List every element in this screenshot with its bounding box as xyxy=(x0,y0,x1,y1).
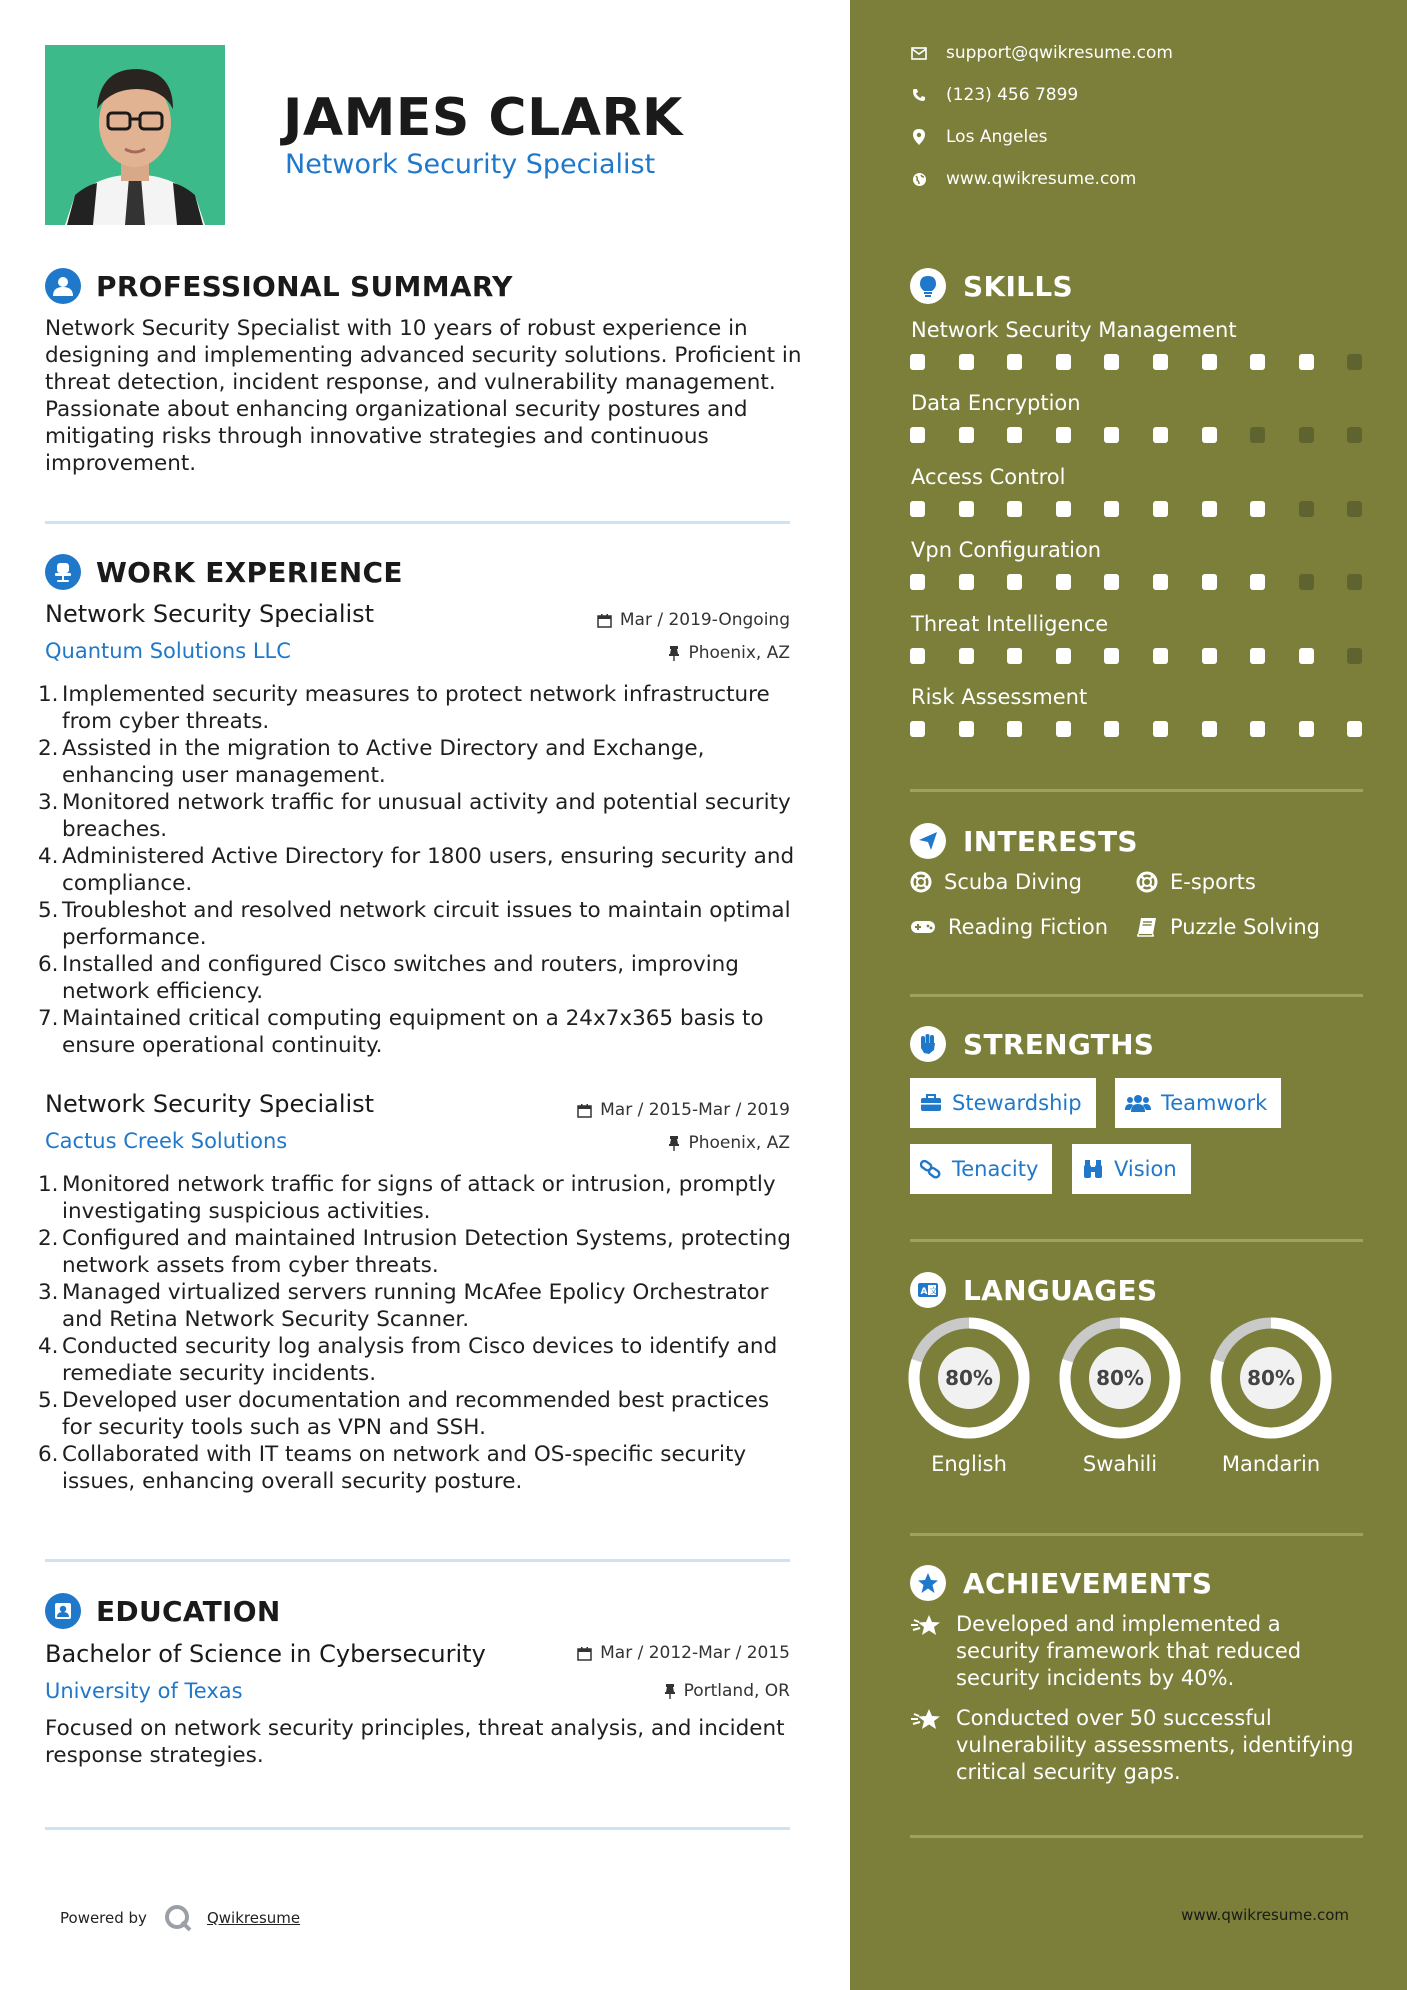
bullet-number: 3. xyxy=(38,1280,59,1305)
website-text[interactable]: www.qwikresume.com xyxy=(946,169,1137,189)
skill-name: Risk Assessment xyxy=(911,685,1088,709)
pin-icon xyxy=(668,1136,680,1151)
achievement-line: security incidents by 40%. xyxy=(956,1666,1235,1690)
language-percent: 80% xyxy=(1247,1366,1295,1390)
globe-icon xyxy=(912,172,927,187)
skill-level xyxy=(910,721,1367,737)
skill-dot-filled xyxy=(1153,574,1168,590)
list-item xyxy=(38,1225,798,1279)
education-heading xyxy=(45,1593,281,1629)
job-title: Network Security Specialist xyxy=(45,600,375,628)
job-location-text: Phoenix, AZ xyxy=(688,643,790,663)
skill-dot-filled xyxy=(910,427,925,443)
skill-dot-filled xyxy=(1202,721,1217,737)
degree-title: Bachelor of Science in Cybersecurity xyxy=(45,1640,486,1668)
bullet-text: Assisted in the migration to Active Directory and Exchange, xyxy=(62,736,705,761)
summary-line: threat detection, incident response, and vulnerability management. xyxy=(45,370,776,395)
achievement-item xyxy=(910,1705,1360,1786)
job-dates-text: Mar / 2015-Mar / 2019 xyxy=(600,1100,790,1120)
summary-line: improvement. xyxy=(45,451,197,476)
skill-dot-filled xyxy=(959,354,974,370)
bullet-number: 3. xyxy=(38,790,59,815)
bullet-text: network efficiency. xyxy=(62,979,264,1004)
briefcase-icon xyxy=(920,1094,942,1112)
list-item xyxy=(38,735,798,789)
language-gauge xyxy=(1058,1316,1182,1440)
skill-name: Threat Intelligence xyxy=(911,611,1109,636)
list-item xyxy=(38,1005,798,1059)
achievements-heading xyxy=(910,1565,1212,1601)
star-icon xyxy=(910,1565,946,1601)
strengths-title: STRENGTHS xyxy=(963,1027,1155,1061)
svg-text:A: A xyxy=(920,1287,928,1297)
job-dates xyxy=(597,610,790,630)
interest-item xyxy=(1136,915,1320,939)
skill-dot-filled xyxy=(910,648,925,664)
skill-dot-filled xyxy=(1104,574,1119,590)
strength-chip xyxy=(910,1144,1052,1194)
education-line: Focused on network security principles, threat analysis, and incident xyxy=(45,1716,785,1741)
summary-heading xyxy=(45,268,513,304)
job-location xyxy=(668,1133,790,1153)
bullet-text: Troubleshot and resolved network circuit issues to maintain optimal xyxy=(62,898,791,923)
skill-dot-empty xyxy=(1347,354,1362,370)
skill-dot-filled xyxy=(1153,721,1168,737)
strengths-heading xyxy=(910,1026,1154,1062)
skill-level xyxy=(910,501,1367,517)
skill-dot-filled xyxy=(1056,427,1071,443)
skill-name: Network Security Management xyxy=(911,318,1237,342)
skill-dot-filled xyxy=(1299,648,1314,664)
skill-dot-filled xyxy=(1007,501,1022,517)
language-item xyxy=(1209,1316,1333,1476)
list-item xyxy=(38,843,798,897)
list-item xyxy=(38,1171,798,1225)
language-percent: 80% xyxy=(945,1366,993,1390)
skill-dot-filled xyxy=(959,648,974,664)
skills-title: SKILLS xyxy=(963,269,1073,303)
job-dates-text: Mar / 2019-Ongoing xyxy=(619,610,790,630)
skill-dot-filled xyxy=(959,721,974,737)
pin-icon xyxy=(668,646,680,661)
contact-website xyxy=(910,169,1136,189)
bullet-text: Maintained critical computing equipment on a 24x7x365 basis to xyxy=(62,1006,764,1031)
achievement-line: critical security gaps. xyxy=(956,1760,1181,1784)
skill-dot-filled xyxy=(1299,721,1314,737)
skill-dot-empty xyxy=(1250,427,1265,443)
bullet-number: 1. xyxy=(38,682,59,707)
achievement-text xyxy=(956,1705,1354,1786)
skill-dot-filled xyxy=(1250,721,1265,737)
link-icon xyxy=(920,1159,942,1179)
company-name: Cactus Creek Solutions xyxy=(45,1129,288,1153)
skill-dot-empty xyxy=(1299,501,1314,517)
bullet-text: Administered Active Directory for 1800 users, ensuring security and xyxy=(62,844,795,869)
skill-dot-filled xyxy=(1056,574,1071,590)
lifebuoy-icon xyxy=(910,871,932,893)
education-dates-text: Mar / 2012-Mar / 2015 xyxy=(600,1643,790,1663)
skill-dot-filled xyxy=(1250,501,1265,517)
bullet-text: Developed user documentation and recommended best practices xyxy=(62,1388,770,1413)
skill-dot-filled xyxy=(1104,648,1119,664)
skill-dot-filled xyxy=(1299,354,1314,370)
achievement-item xyxy=(910,1611,1360,1692)
paper-plane-icon xyxy=(910,823,946,859)
summary-title: PROFESSIONAL SUMMARY xyxy=(96,269,513,303)
graduate-icon xyxy=(45,1593,81,1629)
phone-icon xyxy=(912,88,926,102)
bullet-text: Collaborated with IT teams on network and OS-specific security xyxy=(62,1442,747,1467)
qwikresume-link[interactable]: Qwikresume xyxy=(206,1909,301,1927)
language-item xyxy=(1058,1316,1182,1476)
bullet-number: 5. xyxy=(38,898,59,923)
job-title: Network Security Specialist xyxy=(45,1090,375,1118)
bullet-number: 6. xyxy=(38,952,59,977)
powered-by xyxy=(60,1903,300,1933)
skill-level xyxy=(910,574,1367,590)
translate-icon xyxy=(910,1272,946,1308)
bullet-text: Monitored network traffic for signs of attack or intrusion, promptly xyxy=(62,1172,776,1197)
list-item xyxy=(38,1279,798,1333)
list-item xyxy=(38,1441,798,1495)
skills-heading xyxy=(910,268,1073,304)
qwikresume-logo-icon xyxy=(163,1903,193,1933)
calendar-icon xyxy=(577,1646,592,1661)
skill-level xyxy=(910,648,1367,664)
skill-dot-filled xyxy=(1153,648,1168,664)
skill-dot-filled xyxy=(1104,721,1119,737)
section-divider xyxy=(45,1827,790,1830)
language-item xyxy=(907,1316,1031,1476)
job-dates xyxy=(577,1100,790,1120)
skill-dot-filled xyxy=(910,354,925,370)
office-chair-icon xyxy=(45,554,81,590)
experience-title: WORK EXPERIENCE xyxy=(96,555,403,589)
language-gauge xyxy=(1209,1316,1333,1440)
skill-dot-filled xyxy=(1250,354,1265,370)
skill-dot-filled xyxy=(1056,354,1071,370)
user-icon xyxy=(45,268,81,304)
shooting-star-icon xyxy=(910,1613,942,1639)
summary-text xyxy=(45,315,805,477)
bullet-text: Managed virtualized servers running McAfee Epolicy Orchestrator xyxy=(62,1280,769,1305)
education-location-text: Portland, OR xyxy=(683,1681,790,1701)
skill-dot-empty xyxy=(1347,574,1362,590)
language-name: Swahili xyxy=(1082,1452,1158,1476)
bullet-number: 2. xyxy=(38,1226,59,1251)
phone-text: (123) 456 7899 xyxy=(946,85,1079,105)
language-name: English xyxy=(931,1452,1007,1476)
pin-icon xyxy=(664,1684,676,1699)
skill-dot-empty xyxy=(1347,501,1362,517)
interests-title: INTERESTS xyxy=(963,824,1138,858)
skill-dot-filled xyxy=(1104,501,1119,517)
education-location xyxy=(664,1681,790,1701)
skill-dot-empty xyxy=(1299,574,1314,590)
skill-dot-filled xyxy=(959,427,974,443)
company-name: Quantum Solutions LLC xyxy=(45,639,291,663)
achievement-line: vulnerability assessments, identifying xyxy=(956,1733,1354,1757)
skill-dot-empty xyxy=(1299,427,1314,443)
interest-label: Scuba Diving xyxy=(944,870,1082,894)
candidate-name: JAMES CLARK xyxy=(283,88,683,148)
skill-dot-filled xyxy=(1056,648,1071,664)
lifebuoy-icon xyxy=(1136,871,1158,893)
contact-phone xyxy=(910,85,1078,105)
job-bullets xyxy=(38,681,798,1059)
skill-dot-filled xyxy=(1153,501,1168,517)
skill-dot-filled xyxy=(1007,354,1022,370)
section-divider xyxy=(910,994,1363,997)
list-item xyxy=(38,951,798,1005)
skill-dot-filled xyxy=(959,501,974,517)
strength-chip xyxy=(1115,1078,1281,1128)
bullet-number: 5. xyxy=(38,1388,59,1413)
education-title: EDUCATION xyxy=(96,1594,281,1628)
skill-dot-filled xyxy=(1007,648,1022,664)
skill-dot-filled xyxy=(910,574,925,590)
bullet-number: 7. xyxy=(38,1006,59,1031)
lightbulb-icon xyxy=(910,268,946,304)
strength-label: Tenacity xyxy=(952,1157,1039,1181)
shooting-star-icon xyxy=(910,1707,942,1733)
skill-dot-filled xyxy=(1202,354,1217,370)
list-item xyxy=(38,1387,798,1441)
section-divider xyxy=(45,1559,790,1562)
bullet-text: network assets from cyber threats. xyxy=(62,1253,439,1278)
strength-chip xyxy=(1072,1144,1191,1194)
skill-dot-filled xyxy=(1007,721,1022,737)
section-divider xyxy=(910,1533,1363,1536)
skill-dot-empty xyxy=(1347,427,1362,443)
skill-dot-filled xyxy=(1202,648,1217,664)
interests-heading xyxy=(910,823,1138,859)
powered-by-label: Powered by xyxy=(60,1909,147,1927)
map-marker-icon xyxy=(913,129,925,145)
skill-dot-filled xyxy=(1104,354,1119,370)
achievement-line: Developed and implemented a xyxy=(956,1612,1281,1636)
bullet-text: Conducted security log analysis from Cisco devices to identify and xyxy=(62,1334,778,1359)
interest-label: Reading Fiction xyxy=(948,915,1109,939)
bullet-text: from cyber threats. xyxy=(62,709,270,734)
job-location-text: Phoenix, AZ xyxy=(688,1133,790,1153)
section-divider xyxy=(910,1835,1363,1838)
location-text: Los Angeles xyxy=(946,127,1048,147)
gamepad-icon xyxy=(910,918,936,936)
job-location xyxy=(668,643,790,663)
bullet-text: issues, enhancing overall security posture. xyxy=(62,1469,523,1494)
list-item xyxy=(38,681,798,735)
skill-dot-filled xyxy=(959,574,974,590)
section-divider xyxy=(910,1239,1363,1242)
bullet-text: enhancing user management. xyxy=(62,763,386,788)
list-item xyxy=(38,1333,798,1387)
education-description xyxy=(45,1715,805,1769)
footer-website[interactable]: www.qwikresume.com xyxy=(1181,1906,1349,1924)
fist-icon xyxy=(910,1026,946,1062)
strength-label: Vision xyxy=(1114,1157,1177,1181)
skill-dot-filled xyxy=(1056,721,1071,737)
skill-name: Vpn Configuration xyxy=(911,538,1102,563)
skill-dot-filled xyxy=(910,501,925,517)
skill-dot-filled xyxy=(1104,427,1119,443)
bullet-text: for security tools such as VPN and SSH. xyxy=(62,1415,486,1440)
envelope-icon xyxy=(911,47,927,60)
job-bullets xyxy=(38,1171,798,1495)
languages-heading xyxy=(910,1272,1157,1308)
skill-dot-filled xyxy=(910,721,925,737)
strength-label: Stewardship xyxy=(952,1091,1082,1115)
summary-line: Passionate about enhancing organizational security postures and xyxy=(45,397,748,422)
skill-dot-filled xyxy=(1056,501,1071,517)
skill-name: Data Encryption xyxy=(911,391,1081,416)
summary-line: mitigating risks through innovative strategies and continuous xyxy=(45,424,709,449)
interest-label: Puzzle Solving xyxy=(1170,915,1320,939)
interest-label: E-sports xyxy=(1170,870,1256,894)
bullet-text: compliance. xyxy=(62,871,193,896)
skill-name: Access Control xyxy=(911,464,1066,489)
bullet-number: 4. xyxy=(38,1334,59,1359)
users-icon xyxy=(1125,1094,1151,1112)
education-line: response strategies. xyxy=(45,1743,264,1768)
bullet-text: ensure operational continuity. xyxy=(62,1033,383,1058)
summary-line: designing and implementing advanced security solutions. Proficient in xyxy=(45,343,802,368)
bullet-number: 6. xyxy=(38,1442,59,1467)
bullet-text: remediate security incidents. xyxy=(62,1361,377,1386)
bullet-number: 4. xyxy=(38,844,59,869)
bullet-text: Monitored network traffic for unusual activity and potential security xyxy=(62,790,791,815)
languages-title: LANGUAGES xyxy=(963,1273,1158,1307)
achievement-line: security framework that reduced xyxy=(956,1639,1302,1663)
section-divider xyxy=(45,521,790,524)
binoculars-icon xyxy=(1082,1159,1104,1179)
strength-chip xyxy=(910,1078,1096,1128)
interest-item xyxy=(1136,870,1256,894)
bullet-number: 2. xyxy=(38,736,59,761)
skill-dot-empty xyxy=(1347,648,1362,664)
skill-level xyxy=(910,427,1367,443)
bullet-text: breaches. xyxy=(62,817,168,842)
achievements-title: ACHIEVEMENTS xyxy=(963,1566,1213,1600)
email-text[interactable]: support@qwikresume.com xyxy=(946,43,1173,63)
bullet-text: Configured and maintained Intrusion Detection Systems, protecting xyxy=(62,1226,791,1251)
calendar-icon xyxy=(577,1103,592,1118)
education-dates xyxy=(577,1643,790,1663)
skill-dot-filled xyxy=(1202,427,1217,443)
list-item xyxy=(38,789,798,843)
candidate-role: Network Security Specialist xyxy=(285,149,656,180)
language-percent: 80% xyxy=(1096,1366,1144,1390)
strength-label: Teamwork xyxy=(1161,1091,1268,1115)
skill-dot-filled xyxy=(1250,648,1265,664)
bullet-text: performance. xyxy=(62,925,207,950)
section-divider xyxy=(910,789,1363,792)
experience-heading xyxy=(45,554,403,590)
skill-dot-filled xyxy=(1007,427,1022,443)
skill-level xyxy=(910,354,1367,370)
contact-location xyxy=(910,127,1048,147)
summary-line: Network Security Specialist with 10 years of robust experience in xyxy=(45,316,748,341)
achievement-line: Conducted over 50 successful xyxy=(956,1706,1272,1730)
list-item xyxy=(38,897,798,951)
bullet-text: investigating suspicious activities. xyxy=(62,1199,431,1224)
interest-item xyxy=(910,870,1082,894)
sidebar xyxy=(850,0,1407,1990)
skill-dot-filled xyxy=(1202,574,1217,590)
skill-dot-filled xyxy=(1153,354,1168,370)
skill-dot-filled xyxy=(1153,427,1168,443)
skill-dot-filled xyxy=(1347,721,1362,737)
achievement-text xyxy=(956,1611,1301,1692)
language-gauge xyxy=(907,1316,1031,1440)
language-name: Mandarin xyxy=(1221,1452,1321,1476)
bullet-number: 1. xyxy=(38,1172,59,1197)
skill-dot-filled xyxy=(1007,574,1022,590)
profile-photo xyxy=(45,45,225,225)
bullet-text: Installed and configured Cisco switches and routers, improving xyxy=(62,952,739,977)
school-name: University of Texas xyxy=(45,1679,243,1703)
skill-dot-filled xyxy=(1250,574,1265,590)
bullet-text: and Retina Network Security Scanner. xyxy=(62,1307,470,1332)
svg-text:文: 文 xyxy=(929,1286,938,1296)
bullet-text: Implemented security measures to protect network infrastructure xyxy=(62,682,770,707)
book-icon xyxy=(1136,916,1158,938)
contact-email xyxy=(910,43,1173,63)
interest-item xyxy=(910,915,1108,939)
calendar-icon xyxy=(597,613,612,628)
skill-dot-filled xyxy=(1202,501,1217,517)
